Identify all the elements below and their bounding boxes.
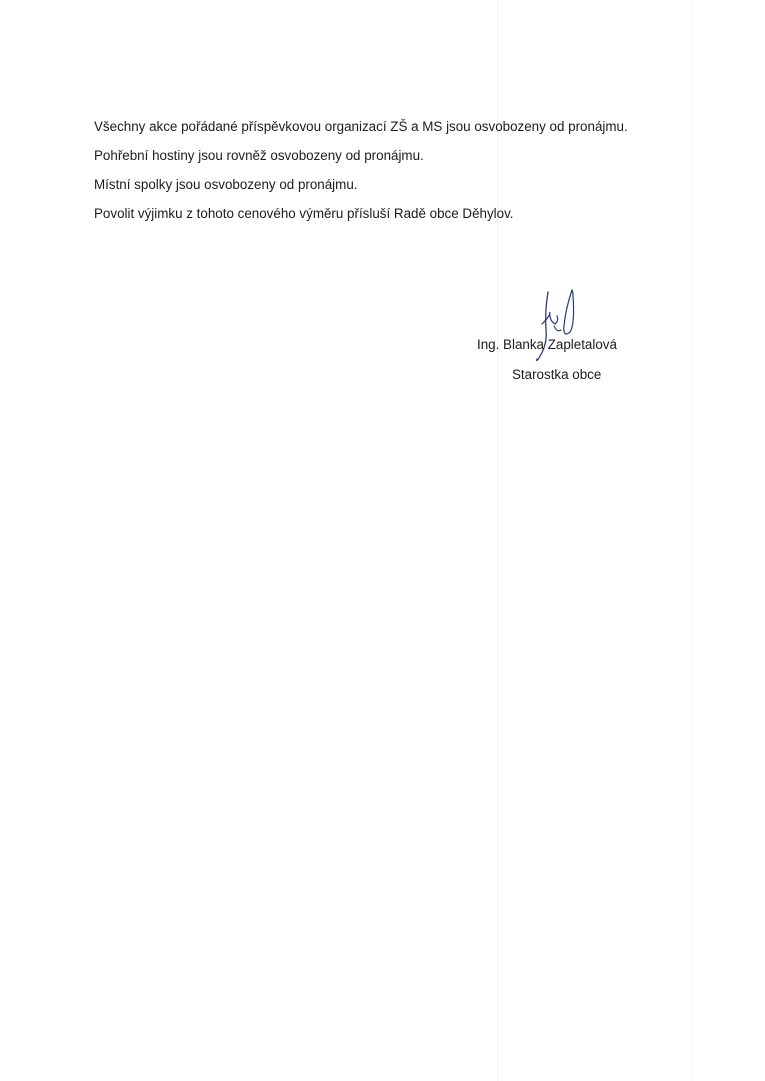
paragraph-local-associations: Místní spolky jsou osvobozeny od pronájmu. [94, 177, 358, 193]
document-body [94, 118, 714, 234]
signer-name: Ing. Blanka Zapletalová [477, 337, 617, 352]
paragraph-exception-authority: Povolit výjimku z tohoto cenového výměru přísluší Radě obce Děhylov. [94, 206, 514, 222]
paragraph-school-events: Všechny akce pořádané příspěvkovou organizací ZŠ a MS jsou osvobozeny od pronájmu. [94, 119, 628, 134]
paragraph-funeral-receptions: Pohřební hostiny jsou rovněž osvobozeny od pronájmu. [94, 148, 424, 164]
signer-title: Starostka obce [512, 367, 602, 382]
signature-block [470, 286, 650, 396]
